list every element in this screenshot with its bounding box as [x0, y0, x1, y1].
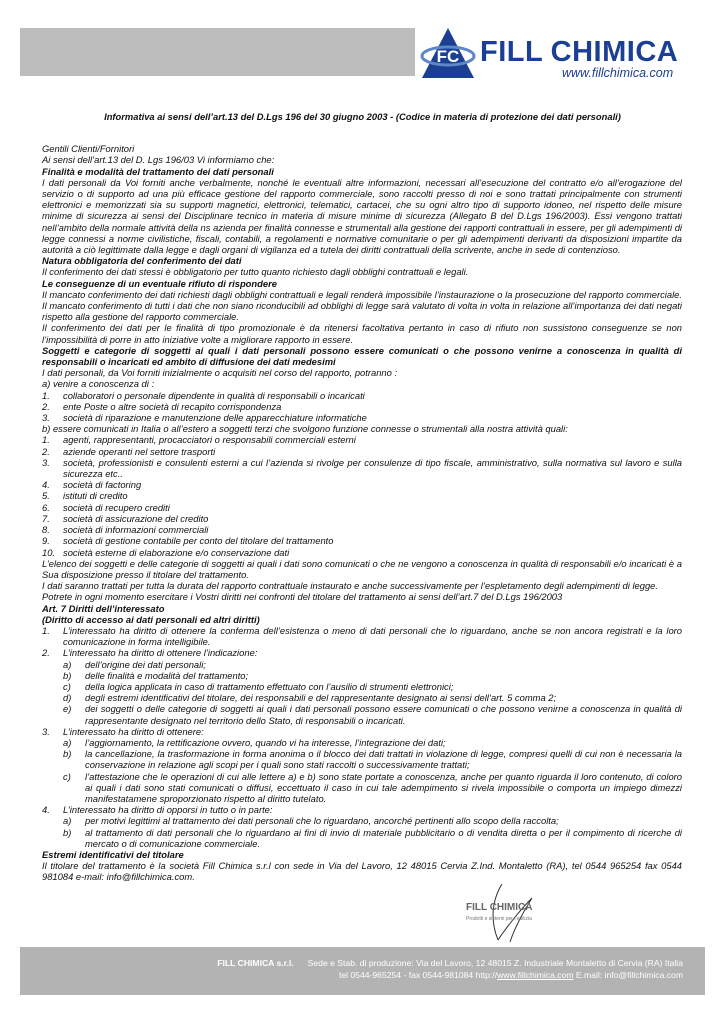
- list-item: 7. società di assicurazione del credito: [42, 512, 209, 524]
- natura-heading: Natura obbligatoria del conferimento dei dati: [42, 255, 242, 267]
- estremi-heading: Estremi identificativi del titolare: [42, 848, 184, 860]
- list-item: 6. società di recupero crediti: [42, 501, 170, 513]
- list-item: 4. L’interessato ha diritto di opporsi in tutto o in parte:: [42, 804, 273, 816]
- intro-lead: Ai sensi dell’art.13 del D. Lgs 196/03 Vi informiamo che:: [42, 154, 275, 166]
- art7-sublist-2: [42, 659, 682, 726]
- list-item: 10. società esterne di elaborazione e/o conservazione dati: [42, 546, 290, 558]
- estremi-text: Il titolare del trattamento è la società Fill Chimica s.r.l con sede in Via del Lavoro, 12 48015 Cervia Z.Ind. Montaletto (RA), tel 0544 965254 fax 0544 981084 e-mail: info@fillchimica.com.: [42, 860, 682, 883]
- stamp-tagline: Prodotti e sistemi per l’edilizia: [466, 916, 532, 922]
- art7-sublist-4: [42, 815, 682, 849]
- stamp-name: FILL CHIMICA: [466, 902, 533, 913]
- list-item: 9. società di gestione contabile per conto del titolare del trattamento: [42, 535, 334, 547]
- company-logo: [420, 26, 700, 86]
- list-item: a) dell’origine dei dati personali;: [63, 658, 206, 670]
- list-item: 2. aziende operanti nel settore trasporti: [42, 445, 216, 457]
- list-a: [42, 390, 682, 424]
- list-b: [42, 434, 682, 557]
- list-b-label: b) essere comunicati in Italia o all’estero a soggetti terzi che svolgono funzione connesse o strumentali alla nostra attività quali:: [42, 423, 568, 435]
- list-item: c) della logica applicata in caso di trattamento effettuato con l’ausilio di strumenti elettronici;: [63, 680, 454, 692]
- art7-subheading: (Diritto di accesso ai dati personali ed altri diritti): [42, 613, 260, 625]
- conseguenze-text-2: Il conferimento dei dati per le finalità di tipo promozionale è da ritenersi facoltativa pertanto in caso di rifiuto non sussistono conseguenze se non l’impossibilità di porre in atto iniziative volte a migliorare rapporto in essere.: [42, 322, 682, 345]
- list-item: 2. L’interessato ha diritto di ottenere l’indicazione:: [42, 647, 258, 659]
- list-item: 2. ente Poste o altre società di recapito corrispondenza: [42, 400, 282, 412]
- finalita-text: I dati personali da Voi forniti anche verbalmente, nonché le eventuali altre informazioni, necessari all’esecuzione del contratto e/o all’erogazione del servizio o di supporto ad una più efficace gestione del rapporto commerciale, sono raccolti presso di noi e sono trattati principalmente con strumenti elettronici e memorizzati sia su supporti magnetici, elettronici, telematici, cartacei, che su ogni altro tipo di supporto idoneo, nel rispetto delle misure minime di sicurezza ai sensi del Disciplinare tecnico in materia di misure minime di sicurezza (Allegato B del D.Lgs 196/2003). Essi vengono trattati nell’ambito della normale attività della ns azienda per finalità connesse e strumentali alla gestione dei rapporti contrattuali in essere, per gli adempimenti di legge connessi a norme civilistiche, fiscali, contabili, a regolamenti e normative comunitarie o per gli adempimenti derivanti da disposizioni impartite da autorità a ciò legittimate dalla legge e dagli organi di vigilanza ed a tutela dei diritti contrattuali della scrivente, anche in sede di contenzioso.: [42, 176, 682, 256]
- conseguenze-text-1: Il mancato conferimento dei dati richiesti dagli obblighi contrattuali e legali renderà impossibile l’instaurazione o la prosecuzione del rapporto commerciale. Il mancato conferimento di tutti i dati che non siano riconducibili ad obblighi di legge sarà valutato di volta in volta in relazione all’importanza dei dati negati rispetto alla gestione del rapporto commerciale.: [42, 288, 682, 323]
- company-name: [480, 36, 678, 69]
- footer-email: E.mail: info@fillchimica.com: [573, 970, 683, 980]
- list-item: b) delle finalità e modalità del trattamento;: [63, 669, 249, 681]
- list-item: b) la cancellazione, la trasformazione in forma anonima o il blocco dei dati trattati in violazione di legge, compresi quelli di cui non è necessaria la conservazione in relazione agli scopi per i quali sono stati raccolti o successivamente trattati;: [63, 748, 682, 771]
- art7-heading: Art. 7 Diritti dell’interessato: [42, 602, 165, 614]
- header-grey-bar: [20, 28, 415, 76]
- company-url: www.fillchimica.com: [562, 66, 674, 80]
- list-item: 3. società, professionisti e consulenti esterni a cui l’azienda si rivolge per consulenze di tipo fiscale, amministrativo, sulla normativa sul lavoro e sulla sicurezza etc..: [42, 456, 682, 480]
- list-item: b) al trattamento di dati personali che lo riguardano ai fini di invio di materiale pubblicitario o di vendita diretta o per il compimento di ricerche di mercato o di comunicazione commerciale.: [63, 826, 682, 849]
- signature-stamp: [462, 880, 572, 944]
- list-item: 1. agenti, rappresentanti, procacciatori o responsabili commerciali esterni: [42, 434, 356, 446]
- footer-website-link[interactable]: www.fillchimica.com: [497, 970, 574, 980]
- soggetti-heading: Soggetti e categorie di soggetti ai quali i dati personali possono essere comunicati o che possono venirne a conoscenza in qualità di responsabili o incaricati ed ambito di diffusione dei dati medesimi: [42, 344, 682, 368]
- list-a-label: a) venire a conoscenza di :: [42, 378, 155, 390]
- footer-address: Sede e Stab. di produzione: Via del Lavoro, 12 48015 Z. Industriale Montaletto di Cervia (RA) Italia: [307, 958, 683, 968]
- list-item: 8. società di informazioni commerciali: [42, 524, 209, 536]
- document-body: [42, 132, 682, 883]
- natura-text: Il conferimento dei dati stessi è obbligatorio per tutto quanto richiesto dagli obblighi contrattuali e legali.: [42, 266, 469, 278]
- greeting: Gentili Clienti/Fornitori: [42, 143, 135, 155]
- potrete-text: Potrete in ogni momento esercitare i Vostri diritti nei confronti del titolare del trattamento ai sensi dell’art.7 del D.Lgs 196/2003: [42, 591, 563, 603]
- list-item: e) dei soggetti o delle categorie di soggetti ai quali i dati personali possono essere comunicati o che possono venirne a conoscenza in qualità di rappresentante designato nel territorio dello Stato, di responsabili o incaricati.: [63, 703, 682, 726]
- company-emblem-icon: [420, 26, 476, 82]
- list-item: a) per motivi legittimi al trattamento dei dati personali che lo riguardano, ancorché pertinenti allo scopo della raccolta;: [63, 815, 559, 827]
- list-item: 3. L’interessato ha diritto di ottenere:: [42, 725, 204, 737]
- art7-list-cont-4: [42, 804, 682, 815]
- art7-sublist-3: [42, 737, 682, 804]
- art7-list: [42, 625, 682, 659]
- list-item: 4. società di factoring: [42, 479, 142, 491]
- durata-text: I dati saranno trattati per tutta la durata del rapporto contrattuale instaurato e anche successivamente per l’espletamento degli adempimenti di legge.: [42, 580, 658, 592]
- list-item: 5. istituti di credito: [42, 490, 128, 502]
- brand-fill: FILL: [480, 36, 544, 68]
- soggetti-intro: I dati personali, da Voi forniti inizialmente o acquisiti nel corso del rapporto, potranno :: [42, 367, 398, 379]
- footer-address-line: [217, 958, 683, 968]
- footer-contacts-line: [339, 970, 683, 980]
- list-item: 1. L’interessato ha diritto di ottenere la conferma dell’esistenza o meno di dati personali che lo riguardano, anche se non ancora registrati e la loro comunicazione in forma intelligibile.: [42, 624, 682, 648]
- finalita-heading: Finalità e modalità del trattamento dei dati personali: [42, 165, 274, 177]
- list-item: a) l’aggiornamento, la rettificazione ovvero, quando vi ha interesse, l’integrazione dei dati;: [63, 736, 446, 748]
- brand-chimica: CHIMICA: [550, 36, 679, 68]
- footer-contacts: tel 0544-965254 - fax 0544-981084 http://: [338, 970, 498, 980]
- list-item: 1. collaboratori o personale dipendente in qualità di responsabili o incaricati: [42, 389, 365, 401]
- list-item: 3. società di riparazione e manutenzione delle apparecchiature informatiche: [42, 412, 367, 424]
- footer-company: FILL CHIMICA s.r.l.: [217, 958, 294, 968]
- art7-list-cont-3: [42, 726, 682, 737]
- document-title: Informativa ai sensi dell’art.13 del D.Lgs 196 del 30 giugno 2003 - (Codice in materia di protezione dei dati personali): [104, 111, 621, 122]
- elenco-text: L’elenco dei soggetti e delle categorie di soggetti ai quali i dati sono comunicati o che ne vengono a conoscenza in qualità di responsabili e/o incaricati è a Sua disposizione presso il titolare del trattamento.: [42, 557, 682, 580]
- emblem-letters: FC: [436, 47, 460, 66]
- list-item: d) degli estremi identificativi del titolare, dei responsabili e del rappresentante designato ai sensi dell’art. 5 comma 2;: [63, 692, 557, 704]
- conseguenze-heading: Le conseguenze di un eventuale rifiuto di rispondere: [42, 277, 277, 289]
- list-item: c) l’attestazione che le operazioni di cui alle lettere a) e b) sono state portate a conoscenza, anche per quanto riguarda il loro contenuto, di coloro ai quali i dati sono stati comunicati o diffusi, eccettuato il caso in cui tale adempimento si rivela impossibile o comporta un impiego dimezzi manifestatamene sproporzionato rispetto al diritto tutelato.: [63, 770, 682, 804]
- footer-bar: [20, 947, 705, 995]
